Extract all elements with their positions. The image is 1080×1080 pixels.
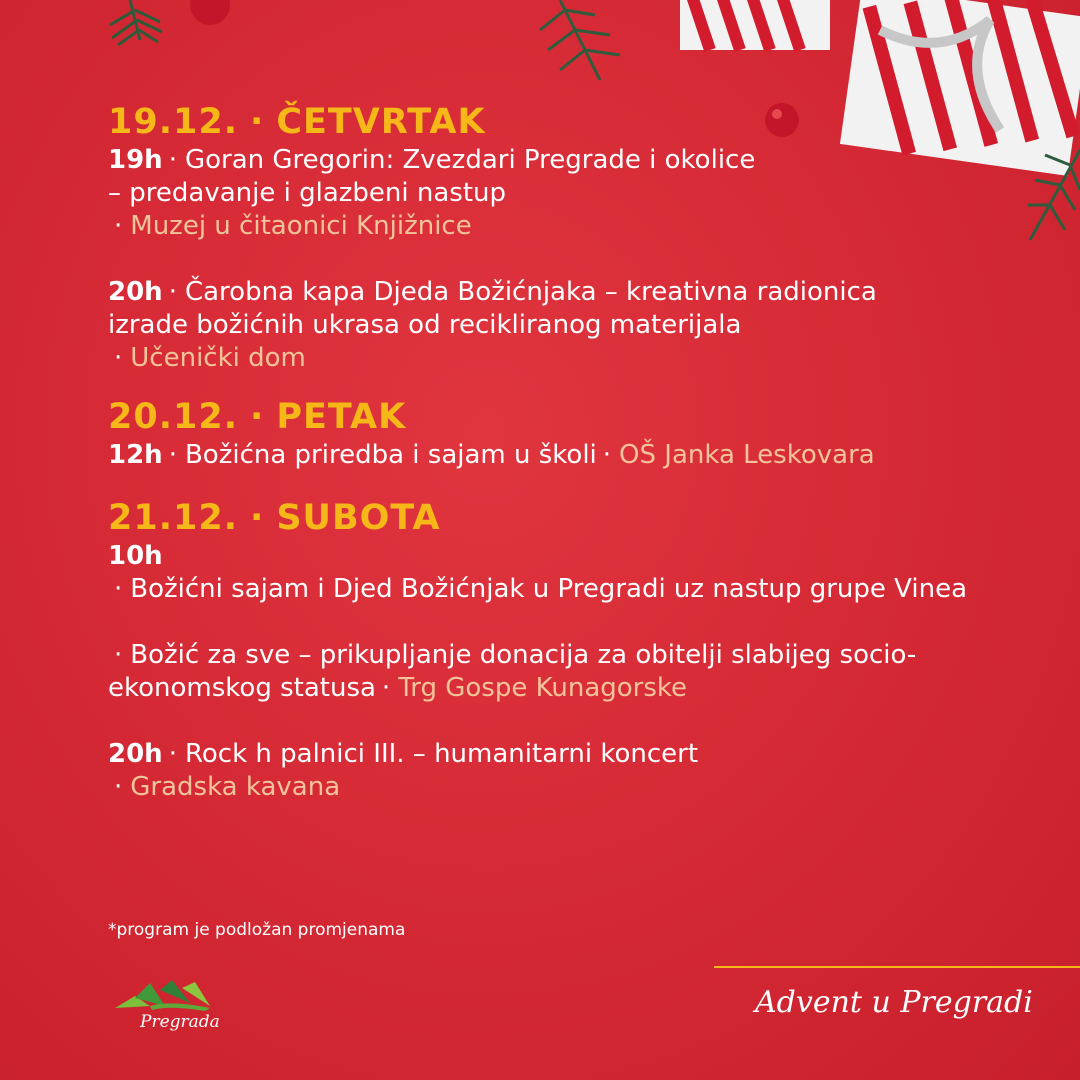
fir-branch-icon xyxy=(110,0,162,45)
gift-box-icon xyxy=(680,0,830,50)
event-venue: OŠ Janka Leskovara xyxy=(619,440,875,470)
event-title: Čarobna kapa Djeda Božićnjaka – kreativna radionica xyxy=(184,277,877,307)
separator-dot: · xyxy=(168,440,177,470)
signature-text: Advent u Pregradi xyxy=(755,985,1033,1020)
event-time: 12h xyxy=(108,440,163,470)
event-time: 20h xyxy=(108,739,163,769)
event-title: Božić za sve – prikupljanje donacija za obitelji slabijeg socio- xyxy=(130,640,917,670)
logo-text: Pregrada xyxy=(140,1012,220,1032)
event-item xyxy=(108,144,1048,243)
separator-dot: · xyxy=(114,343,123,373)
event-item xyxy=(108,738,1048,804)
event-title-continued: izrade božićnih ukrasa od recikliranog materijala xyxy=(108,310,742,340)
event-title: Božićni sajam i Djed Božićnjak u Pregradi uz nastup grupe Vinea xyxy=(130,574,968,604)
separator-dot: · xyxy=(250,498,265,538)
event-venue: Gradska kavana xyxy=(130,772,341,802)
separator-dot: · xyxy=(250,102,265,142)
day-date: 19.12. xyxy=(108,102,239,142)
day-weekday: SUBOTA xyxy=(276,498,441,538)
fir-branch-icon xyxy=(540,0,620,80)
event-time: 20h xyxy=(108,277,163,307)
day-heading-19-12 xyxy=(108,100,1048,144)
separator-dot: · xyxy=(168,277,177,307)
event-time: 19h xyxy=(108,145,163,175)
event-title-continued: ekonomskog statusa xyxy=(108,673,376,703)
event-item xyxy=(108,639,1048,705)
footnote: *program je podložan promjenama xyxy=(108,920,406,940)
event-time: 10h xyxy=(108,541,163,571)
event-item xyxy=(108,276,1048,375)
separator-dot: · xyxy=(168,145,177,175)
separator-dot: · xyxy=(114,574,123,604)
separator-dot: · xyxy=(250,397,265,437)
separator-dot: · xyxy=(114,211,123,241)
event-title: Božićna priredba i sajam u školi xyxy=(184,440,597,470)
event-title: Goran Gregorin: Zvezdari Pregrade i okolice xyxy=(184,145,756,175)
event-venue: Trg Gospe Kunagorske xyxy=(398,673,688,703)
day-heading-21-12 xyxy=(108,496,1048,540)
separator-dot: · xyxy=(114,772,123,802)
event-title: Rock h palnici III. – humanitarni koncert xyxy=(184,739,699,769)
event-item xyxy=(108,439,1048,472)
ornament-ball-icon xyxy=(190,0,230,25)
event-venue: Muzej u čitaonici Knjižnice xyxy=(130,211,472,241)
event-title-continued: – predavanje i glazbeni nastup xyxy=(108,178,506,208)
event-venue: Učenički dom xyxy=(130,343,306,373)
day-weekday: ČETVRTAK xyxy=(276,102,486,142)
program-schedule xyxy=(108,100,1048,804)
separator-dot: · xyxy=(381,673,391,703)
day-heading-20-12 xyxy=(108,395,1048,439)
day-date: 20.12. xyxy=(108,397,239,437)
separator-dot: · xyxy=(168,739,177,769)
day-date: 21.12. xyxy=(108,498,239,538)
separator-dot: · xyxy=(114,640,123,670)
day-weekday: PETAK xyxy=(276,397,407,437)
event-item xyxy=(108,540,1048,606)
divider-line xyxy=(714,966,1080,968)
separator-dot: · xyxy=(602,440,612,470)
